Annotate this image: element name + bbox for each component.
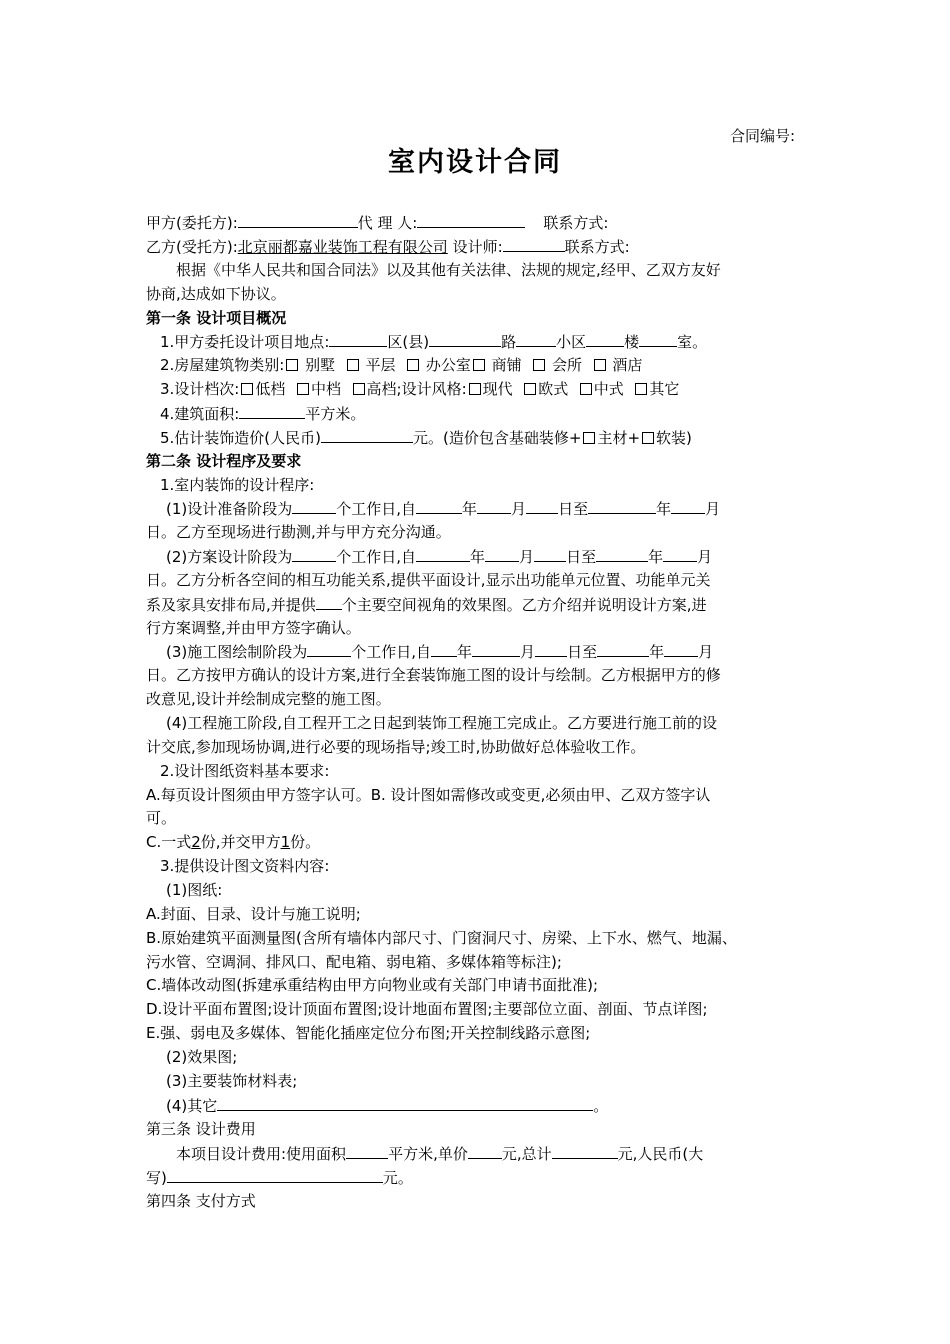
phase-2-text: 个主要空间视角的效果图。乙方介绍并说明设计方案,进	[341, 596, 707, 614]
fee-unit-price-blank[interactable]	[468, 1143, 502, 1159]
party-a-blank[interactable]	[238, 212, 358, 228]
month-label: 月	[697, 548, 713, 566]
contract-number-label: 合同编号:	[729, 127, 795, 145]
design-grade-label: 3.设计档次:	[160, 380, 240, 398]
cost-note-material: 主材+	[597, 429, 641, 447]
checkbox[interactable]	[635, 383, 647, 395]
fee-capital-label: 写)	[146, 1169, 167, 1187]
option-label: 办公室	[425, 356, 471, 374]
phase-3-line-3: 改意见,设计并绘制成完整的施工图。	[146, 690, 391, 708]
month-blank[interactable]	[671, 498, 705, 514]
copies-total: 2	[191, 833, 201, 851]
location-blank-room[interactable]	[639, 331, 677, 347]
checkbox[interactable]	[286, 359, 298, 371]
option-label: 低档	[255, 380, 286, 398]
item-4-area	[160, 403, 365, 424]
month-label: 月	[520, 643, 536, 661]
others-blank[interactable]	[217, 1095, 593, 1111]
requirement-ab: A.每页设计图须由甲方签字认可。B. 设计图如需修改或变更,必须由甲、乙双方签字认	[146, 786, 711, 804]
month-blank[interactable]	[663, 546, 697, 562]
day-blank[interactable]	[526, 498, 558, 514]
item-2-building-type	[160, 355, 642, 375]
year-label: 年	[649, 643, 665, 661]
party-a-line	[146, 212, 608, 233]
month-blank[interactable]	[485, 546, 519, 562]
deliverables-label: 3.提供设计图文资料内容:	[160, 857, 330, 875]
copies-label: C.一式	[146, 833, 192, 851]
drawing-d: D.设计平面布置图;设计顶面布置图;设计地面布置图;主要部位立面、剖面、节点详图;	[146, 1000, 708, 1018]
requirement-c	[146, 832, 320, 852]
room-label: 室。	[677, 333, 708, 351]
drawing-c: C.墙体改动图(拆建承重结构由甲方向物业或有关部门申请书面批准);	[146, 976, 599, 994]
contact-b-label: 联系方式:	[564, 238, 630, 256]
day-to-label: 日至	[567, 643, 598, 661]
drawing-b-2: 污水管、空调洞、排风口、配电箱、弱电箱、多媒体箱等标注);	[146, 953, 562, 971]
party-b-line	[146, 236, 630, 257]
month-label: 月	[705, 500, 721, 518]
option-label: 商铺	[491, 356, 522, 374]
option-label: 会所	[551, 356, 582, 374]
item-1-location	[160, 331, 707, 352]
design-procedure-label: 1.室内装饰的设计程序:	[160, 476, 315, 494]
checkbox[interactable]	[580, 383, 592, 395]
article-2-heading: 第二条 设计程序及要求	[146, 452, 302, 470]
copies-party-a: 1	[280, 833, 291, 851]
option-label: 高档;	[366, 380, 402, 398]
checkbox[interactable]	[353, 383, 365, 395]
fee-rmb-label: 元,人民币(大	[617, 1145, 704, 1163]
area-label: 4.建筑面积:	[160, 405, 240, 423]
party-a-label: 甲方(委托方):	[146, 214, 238, 232]
copies-text: 份,并交甲方	[200, 833, 281, 851]
road-label: 路	[501, 333, 517, 351]
workdays-label: 个工作日,自	[336, 500, 417, 518]
phase-1-end: 日。乙方至现场进行勘测,并与甲方充分沟通。	[146, 523, 451, 541]
checkbox[interactable]	[347, 359, 359, 371]
requirement-ab-2: 可。	[146, 809, 177, 827]
location-blank-road[interactable]	[429, 331, 501, 347]
preamble-line-1: 根据《中华人民共和国合同法》以及其他有关法律、法规的规定,经甲、乙双方友好	[176, 261, 721, 279]
article-3-heading: 第三条 设计费用	[146, 1120, 256, 1138]
month-label: 月	[698, 643, 714, 661]
area-unit: 平方米。	[305, 405, 366, 423]
option-label: 平层	[365, 356, 396, 374]
day-to-label: 日至	[566, 548, 597, 566]
year-blank[interactable]	[431, 641, 457, 657]
views-blank[interactable]	[316, 594, 342, 610]
phase-2-text: 系及家具安排布局,并提供	[146, 596, 316, 614]
checkbox[interactable]	[473, 359, 485, 371]
fee-capital-unit: 元。	[382, 1169, 413, 1187]
fee-area-blank[interactable]	[346, 1143, 388, 1159]
location-blank-building[interactable]	[586, 331, 624, 347]
phase-2-line-2: 日。乙方分析各空间的相互功能关系,提供平面设计,显示出功能单元位置、功能单元关	[146, 571, 711, 589]
day-to-label: 日至	[558, 500, 589, 518]
checkbox[interactable]	[583, 432, 595, 444]
option-label: 其它	[649, 380, 680, 398]
page-title: 室内设计合同	[388, 147, 562, 178]
option-label: 酒店	[612, 356, 643, 374]
cost-note-soft: 软装)	[656, 429, 692, 447]
drawing-requirements-label: 2.设计图纸资料基本要求:	[160, 762, 330, 780]
checkbox[interactable]	[594, 359, 606, 371]
community-label: 小区	[556, 333, 587, 351]
cost-note: 元。(造价包含基础装修+	[413, 429, 582, 447]
checkbox[interactable]	[642, 432, 654, 444]
drawing-b-1: B.原始建筑平面测量图(含所有墙体内部尺寸、门窗洞尺寸、房梁、上下水、燃气、地漏、	[146, 929, 737, 947]
fee-line-1	[176, 1143, 703, 1164]
checkbox[interactable]	[241, 383, 253, 395]
phase-4-line-1: (4)工程施工阶段,自工程开工之日起到装饰工程施工完成止。乙方要进行施工前的设	[166, 714, 718, 732]
checkbox[interactable]	[407, 359, 419, 371]
year-label: 年	[462, 500, 478, 518]
district-label: 区(县)	[387, 333, 430, 351]
month-blank[interactable]	[664, 641, 698, 657]
drawing-e: E.强、弱电及多媒体、智能化插座定位分布图;开关控制线路示意图;	[146, 1024, 591, 1042]
phase-2-line	[166, 546, 712, 567]
copies-text: 份。	[290, 833, 321, 851]
phase-2-line-3	[146, 594, 707, 615]
fee-capital-blank[interactable]	[167, 1167, 383, 1183]
day-blank[interactable]	[534, 546, 566, 562]
checkbox[interactable]	[469, 383, 481, 395]
year-blank[interactable]	[588, 498, 656, 514]
others-end: 。	[593, 1097, 609, 1115]
year-label: 年	[457, 643, 473, 661]
agent-blank[interactable]	[417, 212, 525, 228]
others-label: (4)其它	[166, 1097, 218, 1115]
cost-label: 5.估计装饰造价(人民币)	[160, 429, 322, 447]
option-label: 中式	[593, 380, 624, 398]
month-blank[interactable]	[477, 498, 511, 514]
design-style-label: 设计风格:	[401, 380, 467, 398]
phase-1-line	[166, 498, 720, 519]
materials-label: (3)主要装饰材料表;	[166, 1072, 298, 1090]
checkbox[interactable]	[297, 383, 309, 395]
party-b-label: 乙方(受托方):	[146, 238, 238, 256]
phase-2-line-4: 行方案调整,并由甲方签字确认。	[146, 619, 361, 637]
phase-3-label: (3)施工图绘制阶段为	[166, 643, 308, 661]
location-blank-community[interactable]	[516, 331, 556, 347]
year-blank[interactable]	[416, 498, 462, 514]
month-blank[interactable]	[472, 641, 520, 657]
fee-total-label: 元,总计	[501, 1145, 552, 1163]
checkbox[interactable]	[524, 383, 536, 395]
drawing-a: A.封面、目录、设计与施工说明;	[146, 905, 361, 923]
workdays-label: 个工作日,自	[336, 548, 417, 566]
item-3-design-grade	[160, 379, 679, 399]
designer-blank[interactable]	[503, 236, 565, 252]
checkbox[interactable]	[533, 359, 545, 371]
year-blank[interactable]	[416, 546, 470, 562]
designer-label: 设计师:	[452, 238, 503, 256]
others-line	[166, 1095, 608, 1116]
days-blank[interactable]	[307, 641, 351, 657]
year-label: 年	[648, 548, 664, 566]
drawings-label: (1)图纸:	[166, 881, 223, 899]
area-blank[interactable]	[239, 403, 305, 419]
fee-line-2	[146, 1167, 413, 1188]
workdays-label: 个工作日,自	[351, 643, 432, 661]
month-label: 月	[511, 500, 527, 518]
preamble-line-2: 协商,达成如下协议。	[146, 285, 286, 303]
phase-4-line-2: 计交底,参加现场协调,进行必要的现场指导;竣工时,协助做好总体验收工作。	[146, 738, 646, 756]
option-label: 别墅	[305, 356, 336, 374]
year-blank[interactable]	[596, 546, 648, 562]
agent-label: 代 理 人:	[357, 214, 418, 232]
month-label: 月	[519, 548, 535, 566]
item-5-cost	[160, 427, 692, 448]
days-blank[interactable]	[292, 498, 336, 514]
article-4-heading: 第四条 支付方式	[146, 1192, 256, 1210]
year-blank[interactable]	[597, 641, 649, 657]
day-blank[interactable]	[535, 641, 567, 657]
contact-label: 联系方式:	[543, 214, 609, 232]
phase-1-label: (1)设计准备阶段为	[166, 500, 293, 518]
building-label: 楼	[624, 333, 640, 351]
year-label: 年	[656, 500, 672, 518]
cost-blank[interactable]	[321, 427, 413, 443]
phase-3-line	[166, 641, 713, 662]
fee-area-label: 本项目设计费用:使用面积	[176, 1145, 347, 1163]
days-blank[interactable]	[292, 546, 336, 562]
fee-total-blank[interactable]	[552, 1143, 618, 1159]
phase-3-line-2: 日。乙方按甲方确认的设计方案,进行全套装饰施工图的设计与绘制。乙方根据甲方的修	[146, 666, 721, 684]
phase-2-label: (2)方案设计阶段为	[166, 548, 293, 566]
building-type-label: 2.房屋建筑物类别:	[160, 356, 285, 374]
year-label: 年	[470, 548, 486, 566]
location-blank-district[interactable]	[329, 331, 387, 347]
option-label: 中档	[310, 380, 341, 398]
location-label: 1.甲方委托设计项目地点:	[160, 333, 330, 351]
option-label: 现代	[482, 380, 513, 398]
party-b-company: 北京丽都嘉业装饰工程有限公司	[237, 238, 448, 256]
fee-unit-price-label: 平方米,单价	[388, 1145, 468, 1163]
option-label: 欧式	[538, 380, 569, 398]
article-1-heading: 第一条 设计项目概况	[146, 309, 287, 327]
renderings-label: (2)效果图;	[166, 1048, 238, 1066]
